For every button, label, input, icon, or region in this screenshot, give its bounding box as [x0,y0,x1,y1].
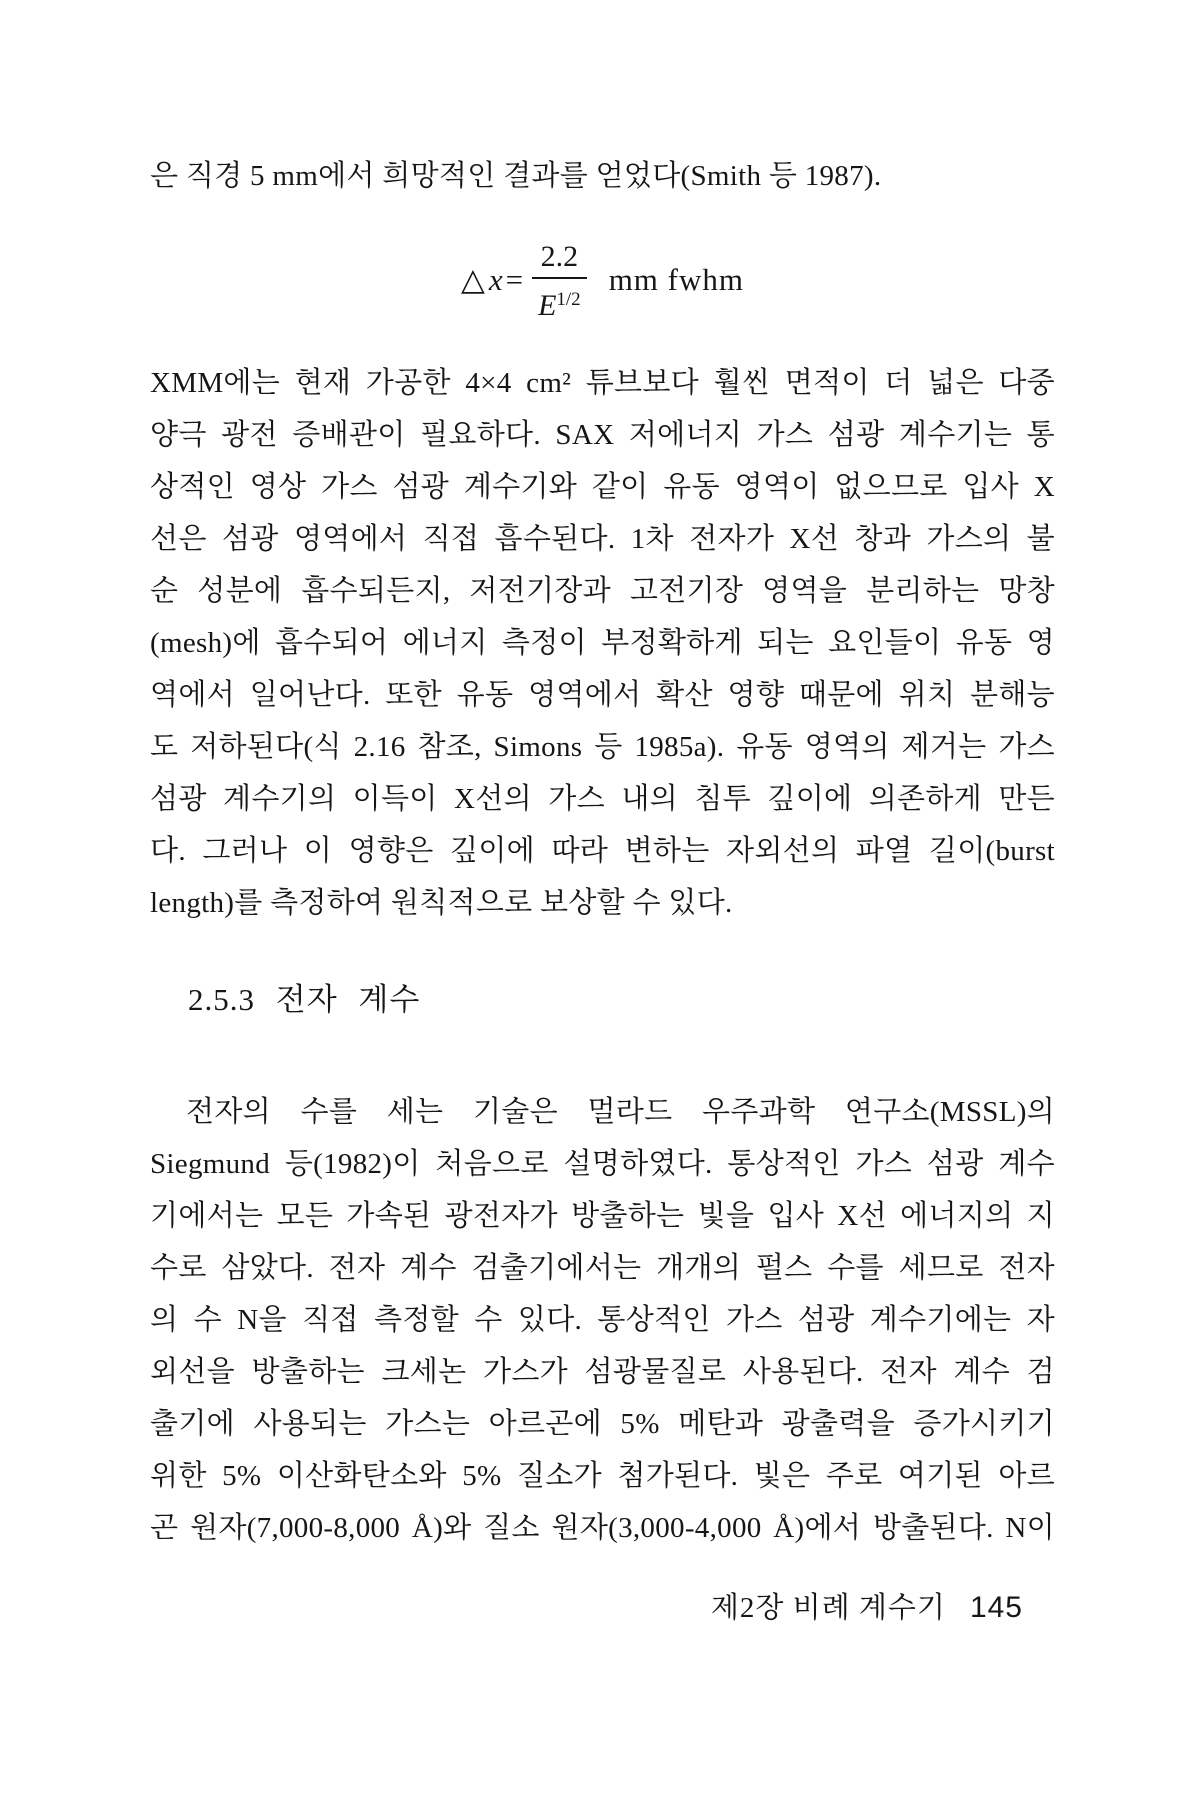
variable-E: E [538,288,557,322]
text-line: 전자의 수를 세는 기술은 멀라드 우주과학 연구소(MSSL)의 [186,1096,1055,1128]
fraction [532,239,587,326]
text-line: 섬광 계수기의 이득이 X선의 가스 내의 침투 깊이에 의존하게 만든 [150,783,1055,815]
page-footer [711,1586,1023,1630]
text-line: 역에서 일어난다. 또한 유동 영역에서 확산 영향 때문에 위치 분해능 [150,679,1055,711]
exponent: 1/2 [556,288,581,310]
text-line: 다. 그러나 이 영향은 깊이에 따라 변하는 자외선의 파열 길이(burst [150,835,1055,867]
page-number: 145 [969,1591,1023,1624]
text-line: 위한 5% 이산화탄소와 5% 질소가 첨가된다. 빛은 주로 여기된 아르 [150,1460,1055,1492]
text-line: 상적인 영상 가스 섬광 계수기와 같이 유동 영역이 없으므로 입사 X [150,471,1055,503]
text-line: 출기에 사용되는 가스는 아르곤에 5% 메탄과 광출력을 증가시키기 [150,1408,1055,1440]
fraction-numerator: 2.2 [540,239,579,273]
variable-x: x [488,262,504,297]
running-title: 제2장 비례 계수기 [710,1592,946,1624]
text-line: 외선을 방출하는 크세논 가스가 섬광물질로 사용된다. 전자 계수 검 [150,1356,1055,1388]
text-line: (mesh)에 흡수되어 에너지 측정이 부정확하게 되는 요인들이 유동 영 [150,627,1055,659]
text-line: 은 직경 5 mm에서 희망적인 결과를 얻었다(Smith 등 1987). [150,160,882,192]
equation-position-resolution [150,228,1055,332]
paragraph-2 [150,1086,1055,1554]
text-line: 곤 원자(7,000-8,000 Å)와 질소 원자(3,000-4,000 Å)에서 방출된다. N이 [150,1512,1055,1544]
paragraph-1 [150,357,1055,929]
section-heading-2-5-3: 2.5.3 전자 계수 [188,982,421,1017]
equation-lhs [461,262,524,298]
paragraph-continuation [150,150,1055,202]
text-line: Siegmund 등(1982)이 처음으로 설명하였다. 통상적인 가스 섬광 계수 [150,1148,1055,1180]
text-line: 순 성분에 흡수되든지, 저전기장과 고전기장 영역을 분리하는 망창 [150,575,1055,607]
text-line: 의 수 N을 직접 측정할 수 있다. 통상적인 가스 섬광 계수기에는 자 [150,1304,1055,1336]
text-line: 선은 섬광 영역에서 직접 흡수된다. 1차 전자가 X선 창과 가스의 불 [150,523,1055,555]
text-line: 기에서는 모든 가속된 광전자가 방출하는 빛을 입사 X선 에너지의 지 [150,1200,1055,1232]
equals-sign: = [505,262,525,297]
text-line: length)를 측정하여 원칙적으로 보상할 수 있다. [150,887,733,919]
text-line: 양극 광전 증배관이 필요하다. SAX 저에너지 가스 섬광 계수기는 통 [150,419,1055,451]
text-line: 도 저하된다(식 2.16 참조, Simons 등 1985a). 유동 영역의 제거는 가스 [150,731,1055,763]
fraction-denominator [532,277,587,326]
equation-units: mm fwhm [608,262,744,297]
triangle-delta-symbol: △ [460,262,486,297]
text-line: XMM에는 현재 가공한 4×4 cm² 튜브보다 훨씬 면적이 더 넓은 다중 [150,367,1055,399]
text-line: 수로 삼았다. 전자 계수 검출기에서는 개개의 펄스 수를 세므로 전자 [150,1252,1055,1284]
